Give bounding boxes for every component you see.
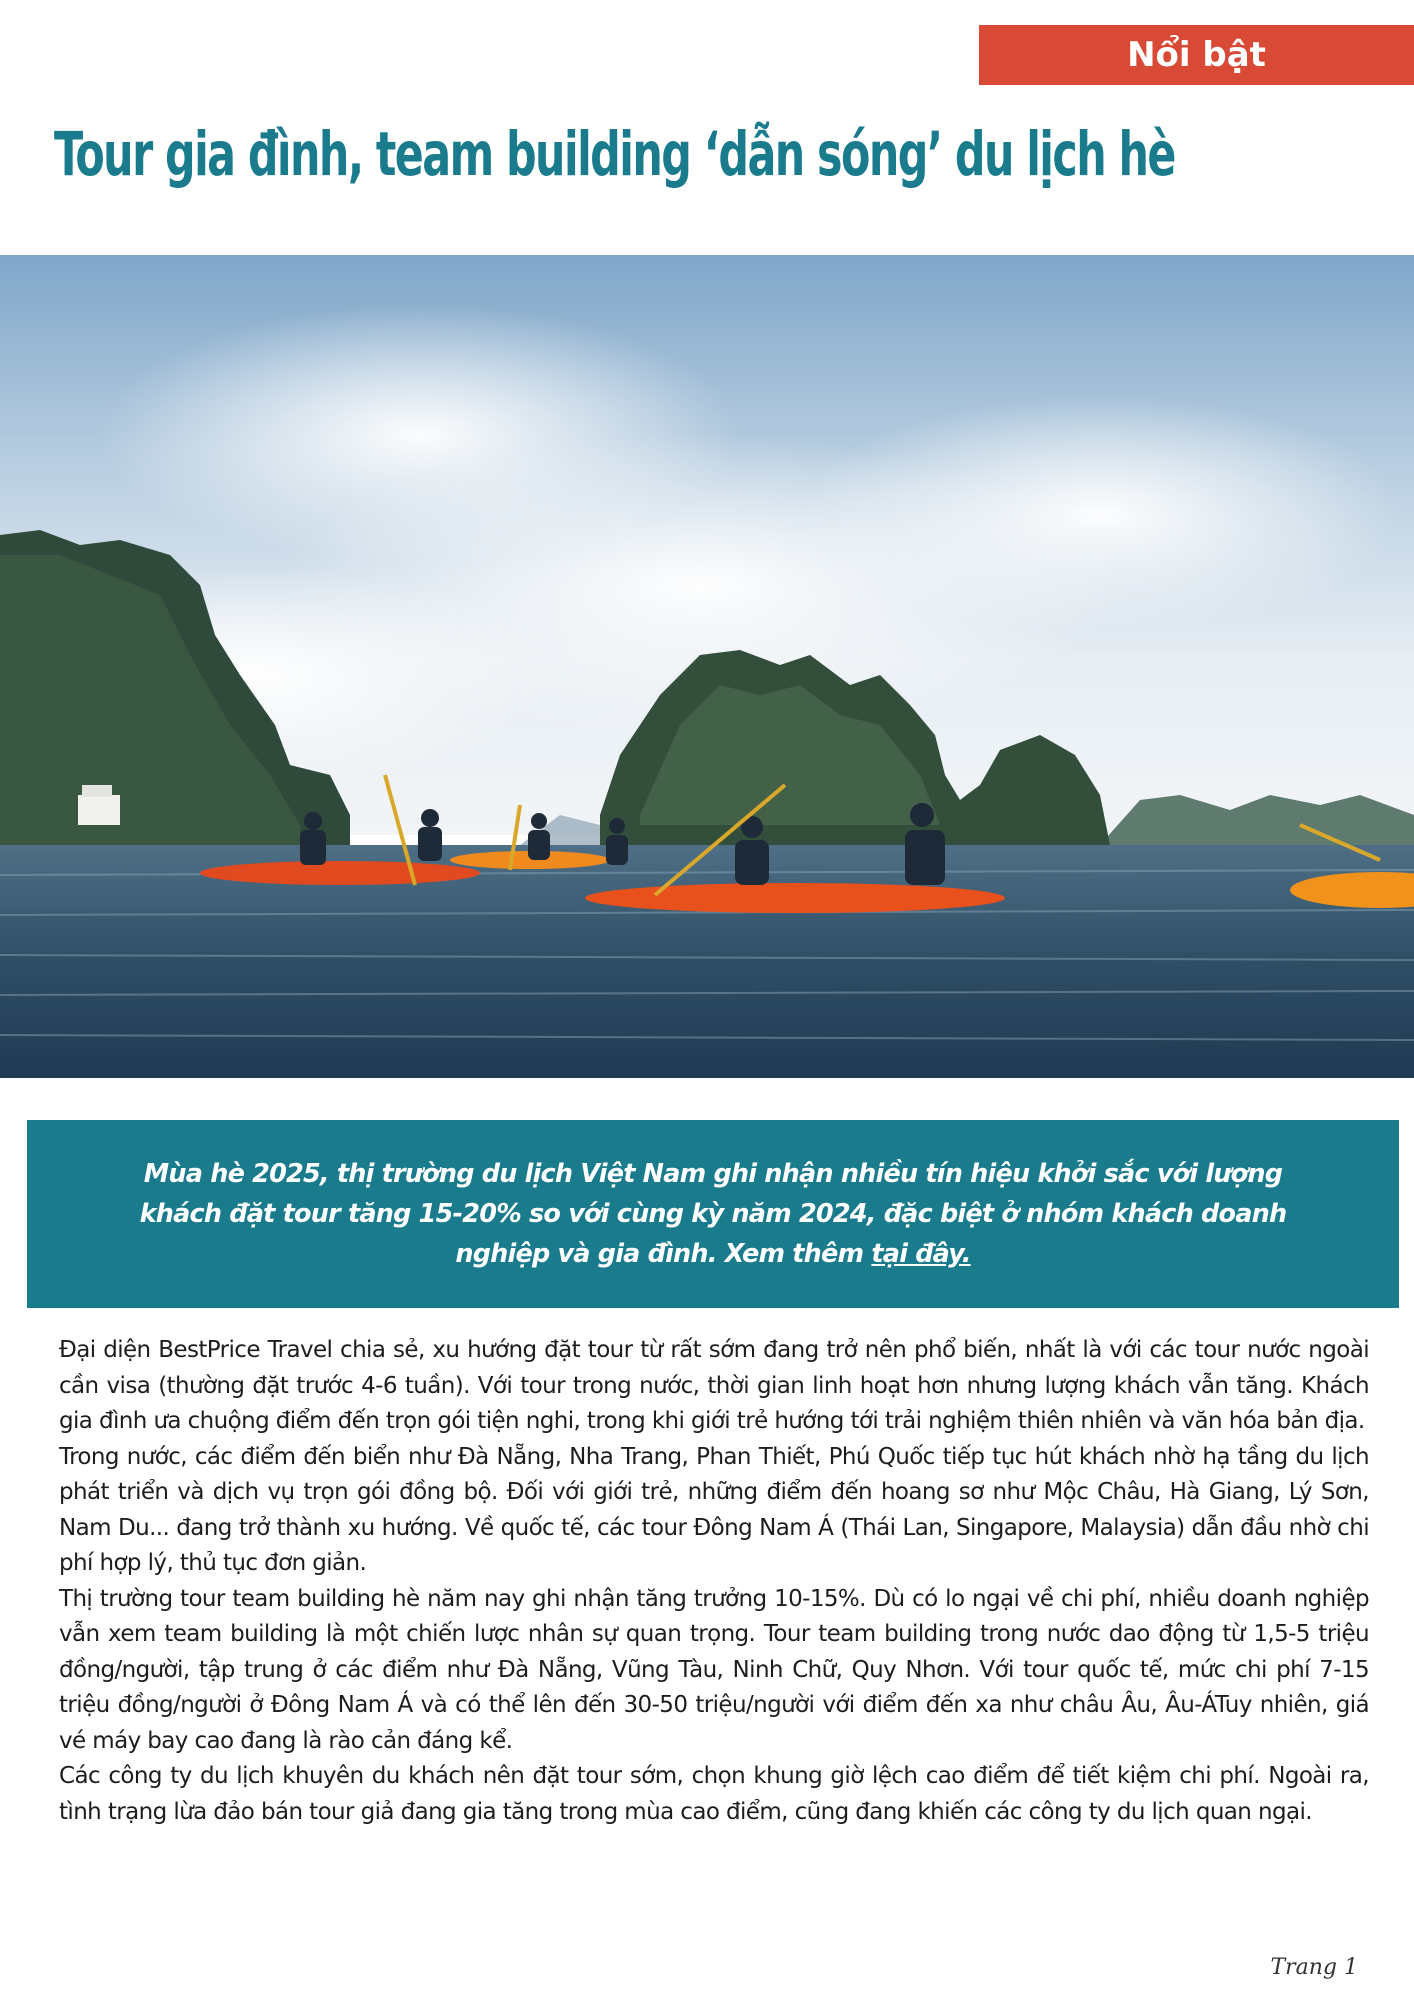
article-body (59, 1333, 1369, 1830)
section-badge: Nổi bật (979, 25, 1414, 85)
kayaks-halong-bay-image (0, 255, 1414, 1078)
read-more-link[interactable]: tại đây. (871, 1239, 971, 1269)
page-number: Trang 1 (1270, 1955, 1358, 1980)
paragraph-1: Đại diện BestPrice Travel chia sẻ, xu hướng đặt tour từ rất sớm đang trở nên phổ biến, nhất là với các tour nước ngoài cần visa (thường đặt trước 4-6 tuần). Với tour trong nước, thời gian linh hoạt hơn nhưng lượng khách vẫn tăng. Khách gia đình ưa chuộng điểm đến trọn gói tiện nghi, trong khi giới trẻ hướng tới trải nghiệm thiên nhiên và văn hóa bản địa. (59, 1337, 1369, 1434)
article-title: Tour gia đình, team building ‘dẫn sóng’ du lịch hè (54, 119, 1175, 190)
lead-summary (27, 1120, 1399, 1308)
paragraph-4: Các công ty du lịch khuyên du khách nên đặt tour sớm, chọn khung giờ lệch cao điểm để tiết kiệm chi phí. Ngoài ra, tình trạng lừa đảo bán tour giả đang gia tăng trong mùa cao điểm, cũng đang khiến các công ty du lịch quan ngại. (59, 1763, 1369, 1825)
lead-text: Mùa hè 2025, thị trường du lịch Việt Nam ghi nhận nhiều tín hiệu khởi sắc với lượng khách đặt tour tăng 15-20% so với cùng kỳ năm 2024, đặc biệt ở nhóm khách doanh nghiệp và gia đình. Xem thêm (139, 1159, 1287, 1269)
paragraph-2: Trong nước, các điểm đến biển như Đà Nẵng, Nha Trang, Phan Thiết, Phú Quốc tiếp tục hút khách nhờ hạ tầng du lịch phát triển và dịch vụ trọn gói đồng bộ. Đối với giới trẻ, những điểm đến hoang sơ như Mộc Châu, Hà Giang, Lý Sơn, Nam Du... đang trở thành xu hướng. Về quốc tế, các tour Đông Nam Á (Thái Lan, Singapore, Malaysia) dẫn đầu nhờ chi phí hợp lý, thủ tục đơn giản. (59, 1443, 1369, 1576)
paragraph-3: Thị trường tour team building hè năm nay ghi nhận tăng trưởng 10-15%. Dù có lo ngại về chi phí, nhiều doanh nghiệp vẫn xem team building là một chiến lược nhân sự quan trọng. Tour team building trong nước dao động từ 1,5-5 triệu đồng/người, tập trung ở các điểm như Đà Nẵng, Vũng Tàu, Ninh Chữ, Quy Nhơn. Với tour quốc tế, mức chi phí 7-15 triệu đồng/người ở Đông Nam Á và có thể lên đến 30-50 triệu/người với điểm đến xa như châu Âu, Âu-ÁTuy nhiên, giá vé máy bay cao đang là rào cản đáng kể. (59, 1585, 1369, 1754)
hero-photo (0, 255, 1414, 1078)
